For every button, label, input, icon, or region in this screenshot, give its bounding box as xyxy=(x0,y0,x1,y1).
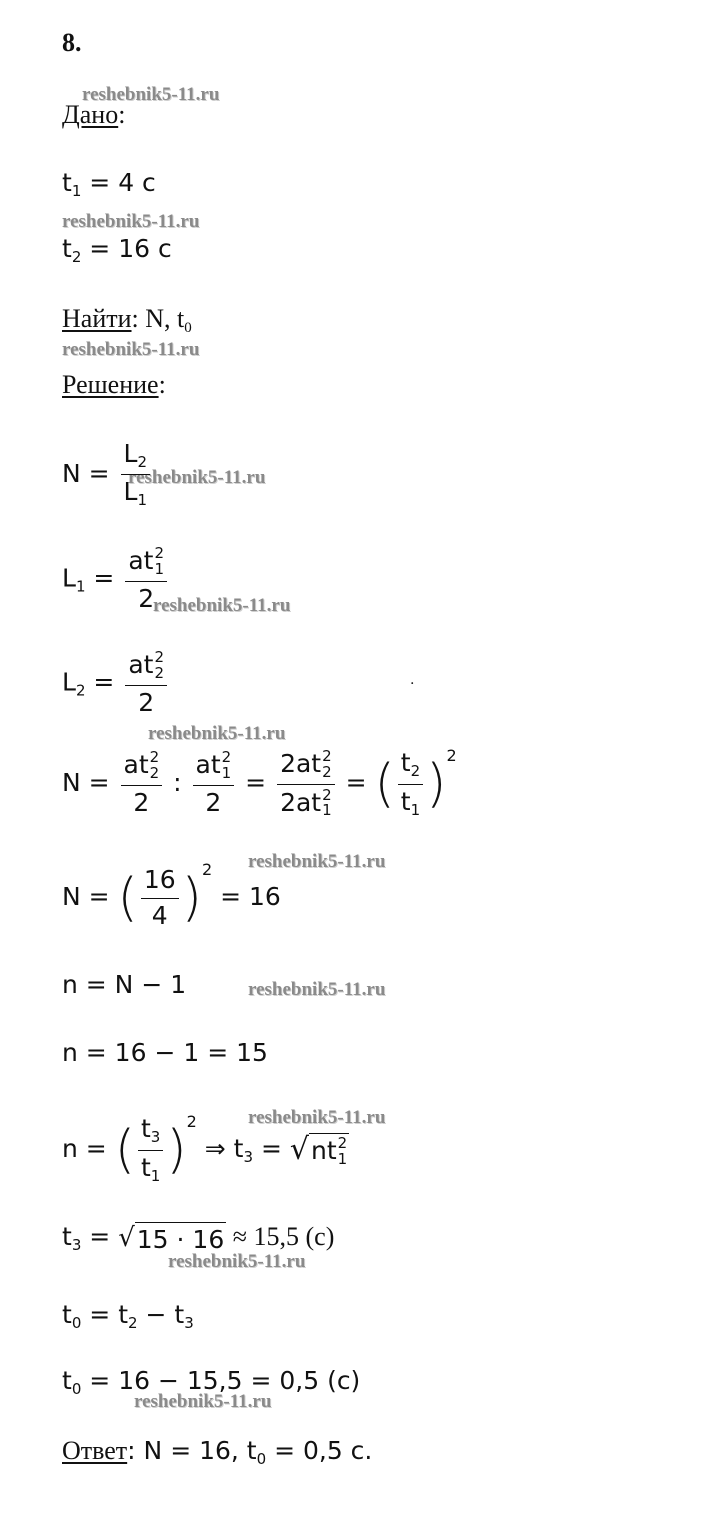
equation-t0-value: $t_0 = 16 - 15,5 = 0,5$ (с) xyxy=(62,1366,361,1398)
equation-l2: $L_2$ = at 2 2 2 xyxy=(62,650,170,717)
find-line: Найти: N, $t_0$ xyxy=(62,304,192,336)
equation-t3-formula: n = ( $\frac{t_3}{t_1}$ )$^2$ ⇒ $t_3 = √nt$ 2 1 xyxy=(62,1112,348,1185)
solution-heading: Решение: xyxy=(62,370,166,399)
watermark: reshebnik5-11.ru xyxy=(248,1107,386,1128)
watermark: reshebnik5-11.ru xyxy=(62,339,200,360)
equation-n-derivation: N = at 2 2 2 : at 2 1 2 = 2at 2 2 2at 2 1 = ( $\frac{t_2}{t_1}$ )$^2$ xyxy=(62,746,457,820)
watermark: reshebnik5-11.ru xyxy=(248,851,386,872)
solution-label: Решение xyxy=(62,370,159,399)
given-label: Дано xyxy=(62,100,119,129)
equation-n-small: n = N − 1 xyxy=(62,970,187,999)
given-t2: $t_2 = 16$ c xyxy=(62,234,172,266)
watermark: reshebnik5-11.ru xyxy=(168,1251,306,1272)
equation-l1: $L_1$ = at 2 1 2 xyxy=(62,546,170,613)
watermark: reshebnik5-11.ru xyxy=(62,211,200,232)
answer-label: Ответ xyxy=(62,1436,128,1465)
given-t1: $t_1 = 4$ c xyxy=(62,168,156,200)
watermark: reshebnik5-11.ru xyxy=(153,595,291,616)
problem-number: 8. xyxy=(62,28,82,57)
watermark: reshebnik5-11.ru xyxy=(148,723,286,744)
equation-n-small-value: n = 16 − 1 = 15 xyxy=(62,1038,268,1067)
watermark: reshebnik5-11.ru xyxy=(82,84,220,105)
given-colon: : xyxy=(118,100,126,129)
watermark: reshebnik5-11.ru xyxy=(134,1391,272,1412)
watermark: reshebnik5-11.ru xyxy=(248,979,386,1000)
equation-n-ratio: N = $\frac{L_2}{L_1}$ xyxy=(62,440,153,510)
stray-dot: . xyxy=(410,672,415,688)
given-heading xyxy=(62,100,125,130)
watermark: reshebnik5-11.ru xyxy=(128,467,266,488)
equation-t3-value: $t_3 = √15 \cdot 16 \approx 15,5$ (с) xyxy=(62,1222,335,1254)
find-label: Найти xyxy=(62,304,132,333)
answer-line: Ответ: N = 16, $t_0 = 0,5$ с. xyxy=(62,1436,373,1468)
equation-n-value: N = ( $\frac{16}{4}$ )$^2$ = 16 xyxy=(62,860,281,930)
equation-t0-formula: $t_0 = t_2 - t_3$ xyxy=(62,1300,194,1332)
